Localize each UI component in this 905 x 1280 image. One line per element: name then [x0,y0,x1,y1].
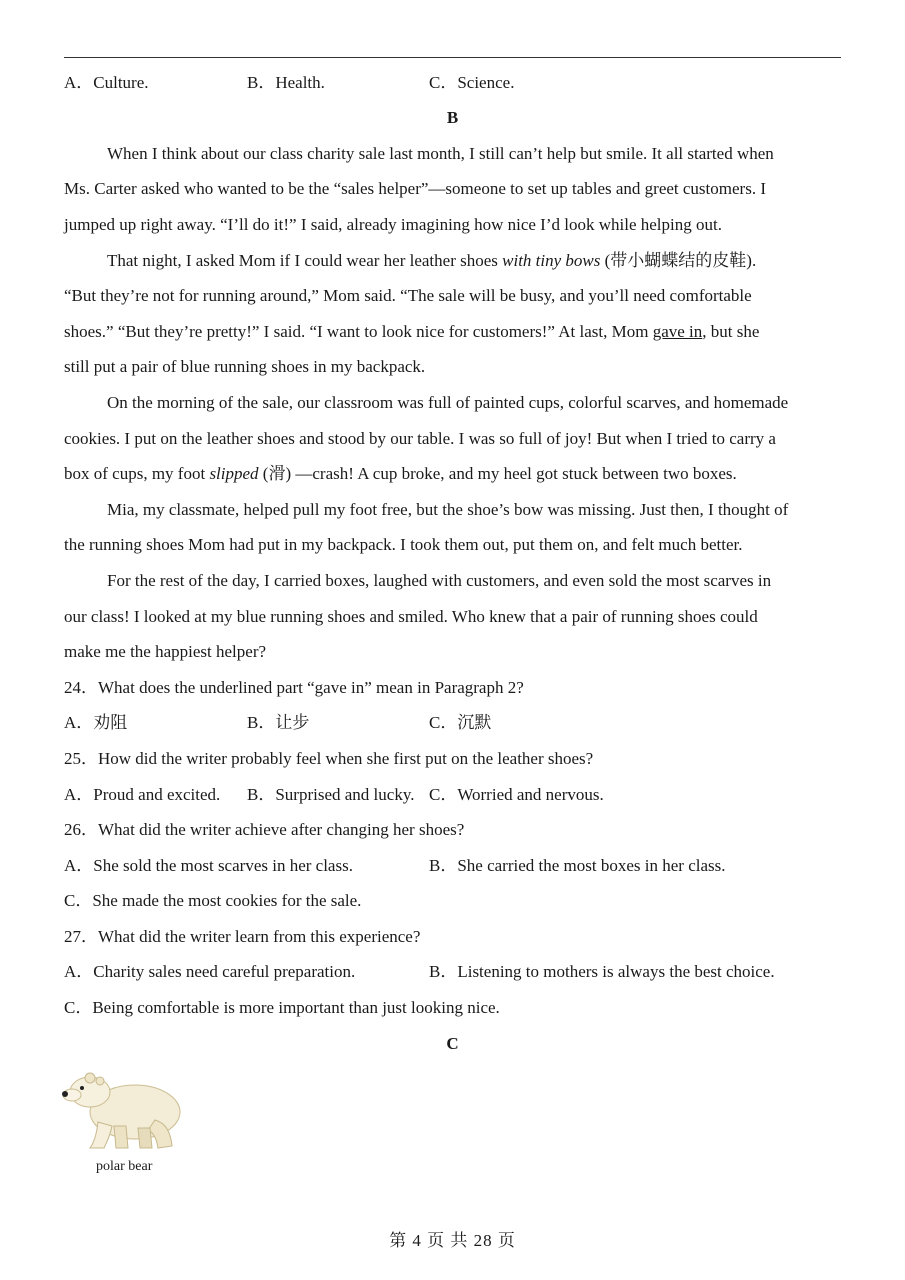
paragraph-2-line-3: shoes.” “But they’re pretty!” I said. “I want to look nice for customers!” At last, Mom gave in, but she [64,322,760,341]
question-24-option-b: B．让步 [247,713,310,732]
paragraph-2-line-4: still put a pair of blue running shoes in my backpack. [64,357,426,376]
question-26-option-c: C．She made the most cookies for the sale. [64,891,362,910]
paragraph-1-line-3: jumped up right away. “I’ll do it!” I said, already imagining how nice I’d look while helping out. [64,215,722,234]
question-25-option-b: B．Surprised and lucky. [247,785,415,804]
paragraph-5-line-1: For the rest of the day, I carried boxes, laughed with customers, and even sold the most scarves in [107,571,772,590]
question-24-option-a: A．劝阻 [64,713,128,732]
question-25-stem: 25．How did the writer probably feel when she first put on the leather shoes? [64,749,594,768]
question-27-stem: 27．What did the writer learn from this experience? [64,927,421,946]
question-26-stem: 26．What did the writer achieve after changing her shoes? [64,820,465,839]
question-25-option-c: C．Worried and nervous. [429,785,604,804]
question-24-option-c: C．沉默 [429,713,492,732]
polar-bear-illustration-icon [60,1062,185,1157]
paragraph-1-line-2: Ms. Carter asked who wanted to be the “sales helper”—someone to set up tables and greet customers. I [64,179,766,198]
page-footer: 第 4 页 共 28 页 [389,1231,516,1250]
q23-option-b: B．Health. [247,73,325,92]
q23-option-c: C．Science. [429,73,515,92]
paragraph-4-line-1: Mia, my classmate, helped pull my foot free, but the shoe’s bow was missing. Just then, I thought of [107,500,789,519]
question-26-option-b: B．She carried the most boxes in her class. [429,856,726,875]
question-25-option-a: A．Proud and excited. [64,785,221,804]
paragraph-5-line-3: make me the happiest helper? [64,642,267,661]
paragraph-1-line-1: When I think about our class charity sale last month, I still can’t help but smile. It all started when [107,144,774,163]
polar-bear-caption: polar bear [96,1159,153,1174]
paragraph-3-line-3: box of cups, my foot slipped (滑) —crash! A cup broke, and my heel got stuck between two boxes. [64,464,737,483]
question-27-option-c: C．Being comfortable is more important than just looking nice. [64,998,500,1017]
question-27-option-a: A．Charity sales need careful preparation. [64,962,356,981]
paragraph-4-line-2: the running shoes Mom had put in my backpack. I took them out, put them on, and felt much better. [64,535,743,554]
q23-option-a: A．Culture. [64,73,149,92]
italic-slipped: slipped [209,464,259,483]
question-24-stem: 24．What does the underlined part “gave in” mean in Paragraph 2? [64,678,524,697]
section-b-heading: B [446,108,459,127]
underlined-gave-in: gave in [652,322,703,341]
paragraph-3-line-1: On the morning of the sale, our classroom was full of painted cups, colorful scarves, and homemade [107,393,789,412]
paragraph-3-line-2: cookies. I put on the leather shoes and stood by our table. I was so full of joy! But when I tried to carry a [64,429,776,448]
italic-with-tiny-bows: with tiny bows [502,251,601,270]
paragraph-2-line-1: That night, I asked Mom if I could wear her leather shoes with tiny bows (带小蝴蝶结的皮鞋). [107,251,757,270]
paragraph-2-line-2: “But they’re not for running around,” Mom said. “The sale will be busy, and you’ll need comfortable [64,286,752,305]
section-c-heading: C [446,1034,459,1053]
question-26-option-a: A．She sold the most scarves in her class. [64,856,353,875]
top-divider [64,57,841,58]
question-27-option-b: B．Listening to mothers is always the best choice. [429,962,775,981]
paragraph-5-line-2: our class! I looked at my blue running shoes and smiled. Who knew that a pair of running shoes could [64,607,758,626]
